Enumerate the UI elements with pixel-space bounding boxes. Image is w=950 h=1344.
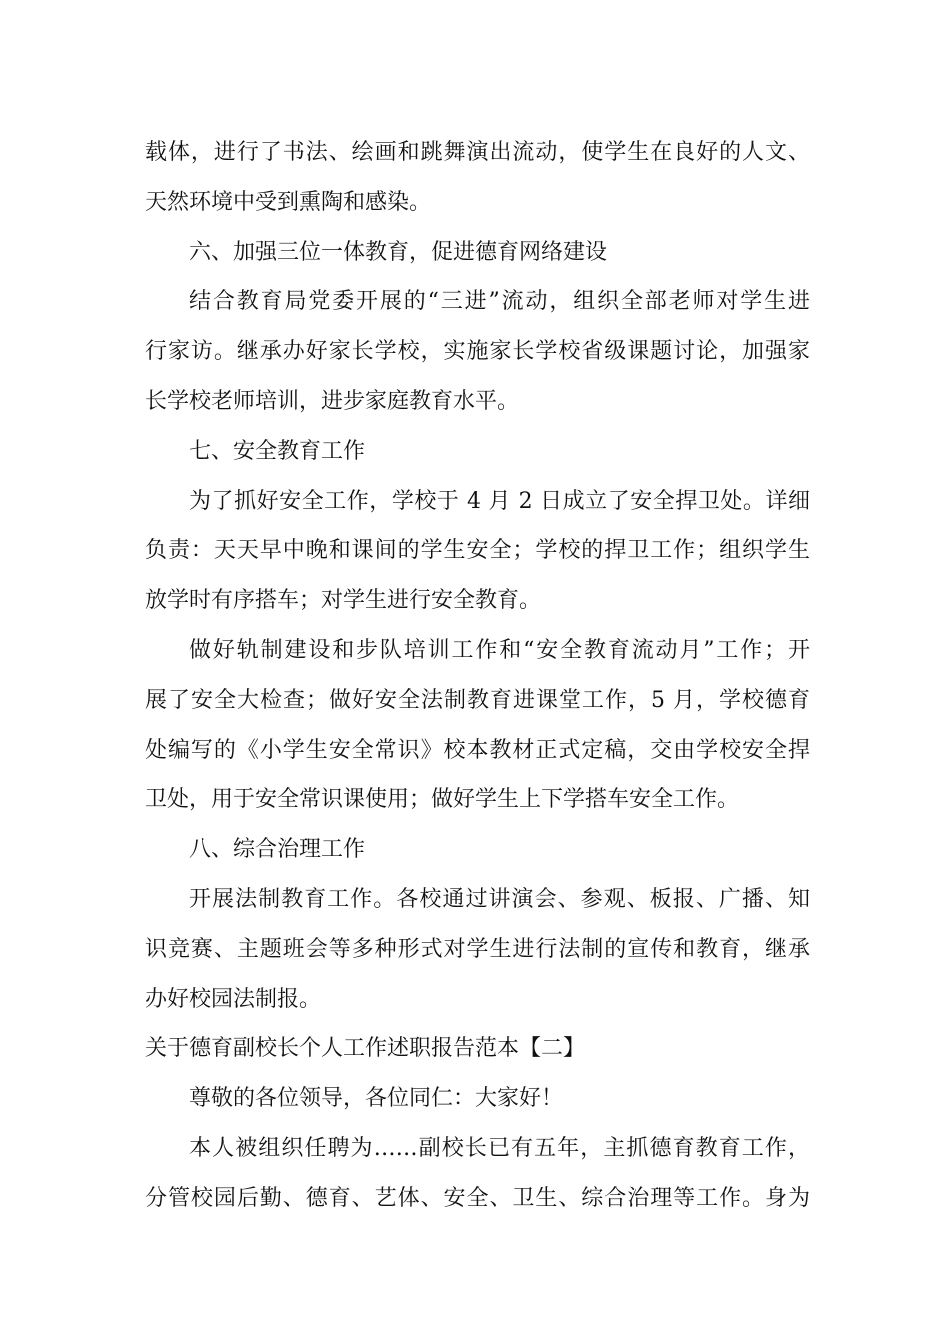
paragraph-line: 结合教育局党委开展的“三进”流动，组织全部老师对学生进 <box>189 289 810 315</box>
paragraph-line: 展了安全大检查；做好安全法制教育进课堂工作，5 月，学校德育 <box>145 687 810 713</box>
paragraph-line: 做好轨制建设和步队培训工作和“安全教育流动月”工作；开 <box>189 637 810 663</box>
paragraph-line: 负责：天天早中晚和课间的学生安全；学校的捍卫工作；组织学生 <box>145 538 810 564</box>
paragraph-line: 天然环境中受到熏陶和感染。 <box>145 189 432 215</box>
paragraph-line: 分管校园后勤、德育、艺体、安全、卫生、综合治理等工作。身为 <box>145 1185 810 1211</box>
section-heading: 六、加强三位一体教育，促进德育网络建设 <box>189 239 608 265</box>
paragraph-line: 卫处，用于安全常识课使用；做好学生上下学搭车安全工作。 <box>145 787 740 813</box>
section-heading: 八、综合治理工作 <box>189 837 366 863</box>
document-body <box>145 128 810 1224</box>
paragraph-line: 办好校园法制报。 <box>145 986 322 1012</box>
paragraph-line: 处编写的《小学生安全常识》校本教材正式定稿，交由学校安全捍 <box>145 737 810 763</box>
paragraph-line: 行家访。继承办好家长学校，实施家长学校省级课题讨论，加强家 <box>145 339 810 365</box>
paragraph-line: 识竞赛、主题班会等多种形式对学生进行法制的宣传和教育，继承 <box>145 936 810 962</box>
paragraph-line: 为了抓好安全工作，学校于 4 月 2 日成立了安全捍卫处。详细 <box>189 488 810 514</box>
paragraph-line: 载体，进行了书法、绘画和跳舞演出流动，使学生在良好的人文、 <box>145 140 810 165</box>
paragraph-line: 放学时有序搭车；对学生进行安全教育。 <box>145 588 542 614</box>
document-title: 关于德育副校长个人工作述职报告范本【二】 <box>145 1036 586 1062</box>
greeting-line: 尊敬的各位领导，各位同仁：大家好！ <box>189 1086 564 1112</box>
section-heading: 七、安全教育工作 <box>189 438 366 464</box>
paragraph-line: 开展法制教育工作。各校通过讲演会、参观、板报、广播、知 <box>189 886 810 912</box>
paragraph-line: 本人被组织任聘为……副校长已有五年，主抓德育教育工作， <box>189 1135 810 1161</box>
paragraph-line: 长学校老师培训，进步家庭教育水平。 <box>145 388 520 414</box>
